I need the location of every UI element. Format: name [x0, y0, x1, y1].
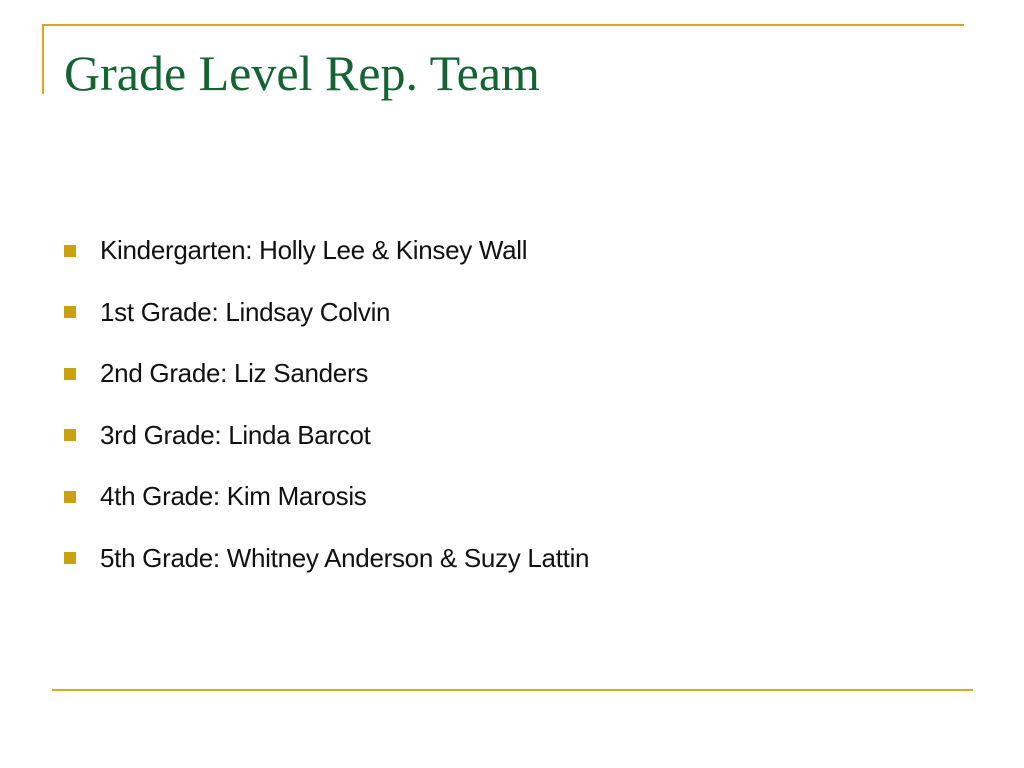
square-bullet-icon	[64, 552, 76, 564]
bullet-item-4th-grade	[64, 466, 589, 528]
bullet-item-3rd-grade	[64, 405, 589, 467]
slide-title: Grade Level Rep. Team	[64, 45, 540, 101]
bullet-text: 3rd Grade: Linda Barcot	[100, 419, 371, 450]
left-border-line	[42, 24, 44, 94]
bullet-list	[64, 220, 589, 589]
square-bullet-icon	[64, 245, 76, 257]
square-bullet-icon	[64, 491, 76, 503]
bottom-border-line	[52, 689, 973, 691]
bullet-item-1st-grade	[64, 282, 589, 344]
bullet-text: 2nd Grade: Liz Sanders	[100, 358, 369, 389]
square-bullet-icon	[64, 429, 76, 441]
bullet-text: 5th Grade: Whitney Anderson & Suzy Lattin	[100, 542, 590, 573]
bullet-item-kindergarten	[64, 220, 589, 282]
top-border-line	[42, 24, 964, 26]
bullet-item-2nd-grade	[64, 343, 589, 405]
bullet-text: Kindergarten: Holly Lee & Kinsey Wall	[100, 235, 528, 266]
square-bullet-icon	[64, 306, 76, 318]
square-bullet-icon	[64, 368, 76, 380]
bullet-text: 4th Grade: Kim Marosis	[100, 481, 367, 512]
bullet-text: 1st Grade: Lindsay Colvin	[100, 296, 391, 327]
bullet-item-5th-grade	[64, 528, 589, 590]
